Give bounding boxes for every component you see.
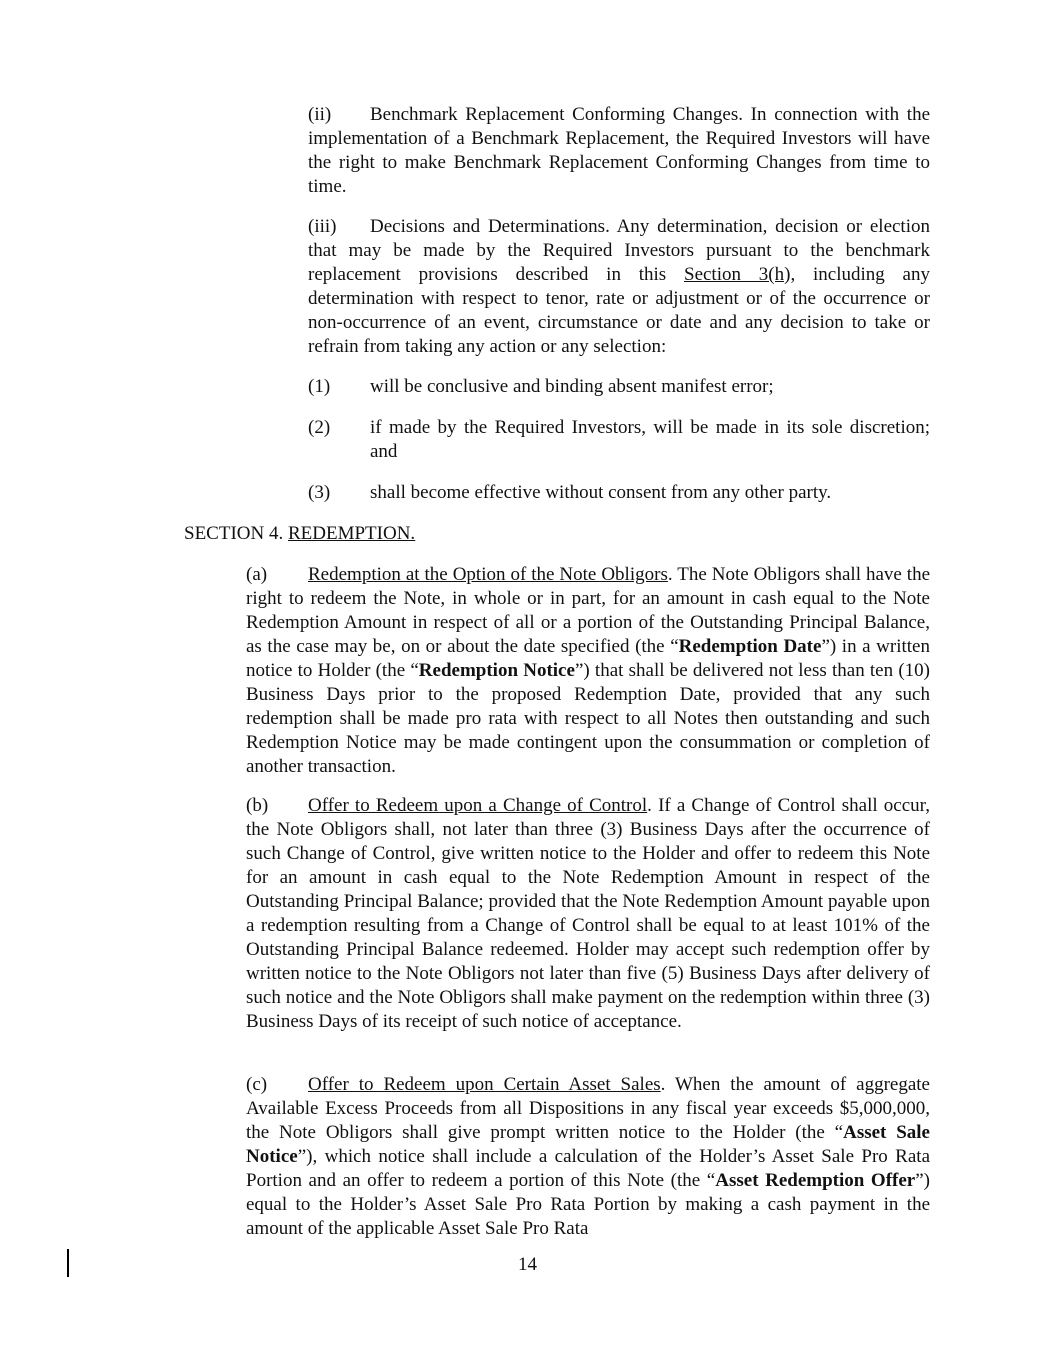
paragraph-number: (ii) — [308, 104, 332, 125]
page-number: 14 — [518, 1254, 537, 1275]
paragraph-heading: Offer to Redeem upon Certain Asset Sales — [308, 1074, 661, 1095]
list-item-text: if made by the Required Investors, will be made in its sole discretion; and — [370, 417, 930, 462]
section-title: REDEMPTION. — [287, 523, 416, 544]
paragraph-text: . When the amount of aggregate Available Excess Proceeds from all Dispositions in any fiscal year exceeds $5,000,000, the Note Obligors shall give prompt written notice to the Holder (the “ — [246, 1074, 930, 1143]
paragraph-c — [246, 1073, 930, 1241]
list-item-number: (2) — [308, 417, 331, 438]
paragraph-text: ”) in a written notice to Holder (the “ — [246, 636, 930, 681]
paragraph-a — [246, 563, 930, 779]
section-heading — [184, 522, 415, 546]
paragraph-number: (c) — [246, 1074, 268, 1095]
list-item-number: (1) — [308, 376, 331, 397]
defined-term: Redemption Date — [678, 636, 822, 657]
section-reference-link[interactable]: Section 3(h), — [684, 264, 796, 285]
paragraph-iii — [308, 215, 930, 359]
paragraph-heading: Redemption at the Option of the Note Obligors — [308, 564, 668, 585]
list-item-number: (3) — [308, 482, 331, 503]
paragraph-b — [246, 794, 930, 1034]
defined-term: Asset Sale Notice — [246, 1122, 930, 1167]
paragraph-number: (b) — [246, 795, 269, 816]
defined-term: Asset Redemption Offer — [715, 1170, 916, 1191]
paragraph-text: ”), which notice shall include a calculation of the Holder’s Asset Sale Pro Rata Portion and an offer to redeem a portion of this Note (the “ — [246, 1146, 930, 1191]
list-item-text: will be conclusive and binding absent manifest error; — [370, 376, 774, 397]
paragraph-number: (a) — [246, 564, 268, 585]
paragraph-heading: Offer to Redeem upon a Change of Control — [308, 795, 648, 816]
paragraph-text: . If a Change of Control shall occur, the Note Obligors shall, not later than three (3) Business Days after the occurrence of such Change of Control, give written notice to the Holder and offer to redeem this Note for an amount in cash equal to the Note Redemption Amount in respect of the Outstanding Principal Balance; provided that the Note Redemption Amount payable upon a redemption resulting from a Change of Control shall be equal to at least 101% of the Outstanding Principal Balance redeemed. Holder may accept such redemption offer by written notice to the Note Obligors not later than five (5) Business Days after delivery of such notice and the Note Obligors shall make payment on the redemption within three (3) Business Days of its receipt of such notice of acceptance. — [246, 795, 930, 1032]
paragraph-ii — [308, 103, 930, 199]
paragraph-text: Benchmark Replacement Conforming Changes. In connection with the implementation of a Benchmark Replacement, the Required Investors will have the right to make Benchmark Replacement Conforming Changes from time to time. — [308, 104, 930, 197]
paragraph-text: Decisions and Determinations. Any determination, decision or election that may be made by the Required Investors pursuant to the benchmark replacement provisions described in this — [308, 216, 930, 285]
paragraph-text: ”) equal to the Holder’s Asset Sale Pro Rata Portion by making a cash payment in the amount of the applicable Asset Sale Pro Rata — [246, 1170, 930, 1239]
paragraph-text-continued: including any determination with respect to tenor, rate or adjustment or of the occurrence or non-occurrence of an event, circumstance or date and any decision to take or refrain from taking any action or any selection: — [308, 264, 930, 357]
paragraph-text: ”) that shall be delivered not less than ten (10) Business Days prior to the proposed Redemption Date, provided that any such redemption shall be made pro rata with respect to all Notes then outstanding and such Redemption Notice may be made contingent upon the consummation or completion of another transaction. — [246, 660, 930, 777]
defined-term: Redemption Notice — [418, 660, 575, 681]
section-prefix: SECTION 4. — [184, 523, 288, 544]
list-item-text: shall become effective without consent from any other party. — [370, 482, 832, 503]
paragraph-number: (iii) — [308, 216, 337, 237]
paragraph-text: . The Note Obligors shall have the right to redeem the Note, in whole or in part, for an amount in cash equal to the Note Redemption Amount in respect of all or a portion of the Outstanding Principal Balance, as the case may be, on or about the date specified (the “ — [246, 564, 930, 657]
